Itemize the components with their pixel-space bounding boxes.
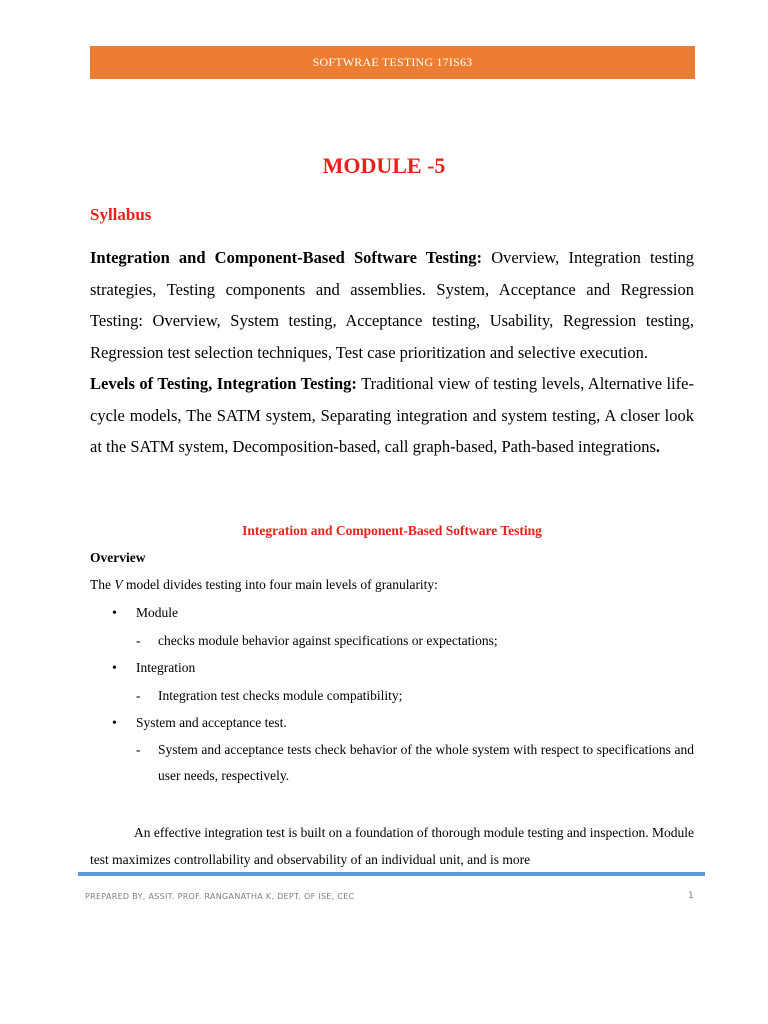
bullet-item-module: [112, 605, 178, 622]
bullet-label: Module: [136, 605, 178, 620]
syllabus-paragraph-2-text: Traditional view of testing levels, Alternative life-cycle models, The SATM system, Separating integration and system testing, A closer look at the SATM system, Decomposition-based, call graph-based, Path-based integrations: [90, 374, 694, 456]
dash-icon: -: [136, 633, 141, 648]
syllabus-paragraph-1-lead: Integration and Component-Based Software Testing:: [90, 248, 483, 267]
bullet-item-integration: [112, 660, 195, 677]
header-title: SOFTWRAE TESTING 17IS63: [312, 55, 473, 69]
intro-before: The: [90, 577, 115, 592]
bullet-label: System and acceptance test.: [136, 715, 287, 730]
body-paragraph: An effective integration test is built on a foundation of thorough module testing and inspection. Module test maximizes controllability and observability of an individual unit, and is more: [90, 825, 694, 867]
dash-icon: -: [136, 742, 141, 757]
bullet-icon: •: [112, 716, 117, 731]
sub-item-system-acceptance: System and acceptance tests check behavior of the whole system with respect to specifications and user needs, respectively.: [158, 742, 694, 783]
dash-icon: -: [136, 688, 141, 703]
overview-heading: Overview: [90, 550, 146, 565]
page-number: 1: [688, 891, 694, 901]
running-header: [90, 46, 695, 79]
intro-after: model divides testing into four main levels of granularity:: [122, 577, 438, 592]
syllabus-heading: Syllabus: [90, 205, 152, 224]
section-title: Integration and Component-Based Software Testing: [242, 523, 542, 538]
sub-item-text: Integration test checks module compatibility;: [158, 688, 403, 703]
syllabus-paragraph-1-text: Overview, Integration testing strategies, Testing components and assemblies. System, Acceptance and Regression Testing: Overview, System testing, Acceptance testing, Usability, Regression testing, Regression test selection techniques, Test case prioritization and selective execution.: [90, 248, 694, 362]
sub-item-module: [136, 633, 498, 649]
syllabus-paragraph-2-lead: Levels of Testing, Integration Testing:: [90, 374, 357, 393]
syllabus-paragraph-2: [90, 368, 694, 463]
intro-italic: V: [114, 577, 123, 592]
syllabus-paragraph-1: [90, 242, 694, 368]
bullet-icon: •: [112, 606, 117, 621]
footer-divider: [78, 872, 705, 876]
sub-item-integration: [136, 688, 402, 704]
bullet-icon: •: [112, 661, 117, 676]
syllabus-paragraph-2-end: .: [655, 437, 661, 456]
bullet-item-system-acceptance: [112, 715, 287, 732]
footer-prepared-by: PREPARED BY, ASSIT. PROF. RANGANATHA K, DEPT. OF ISE, CEC: [85, 892, 355, 901]
overview-intro: [90, 577, 438, 593]
bullet-label: Integration: [136, 660, 196, 675]
module-title: MODULE -5: [322, 153, 446, 178]
sub-item-text: checks module behavior against specifications or expectations;: [158, 633, 498, 648]
